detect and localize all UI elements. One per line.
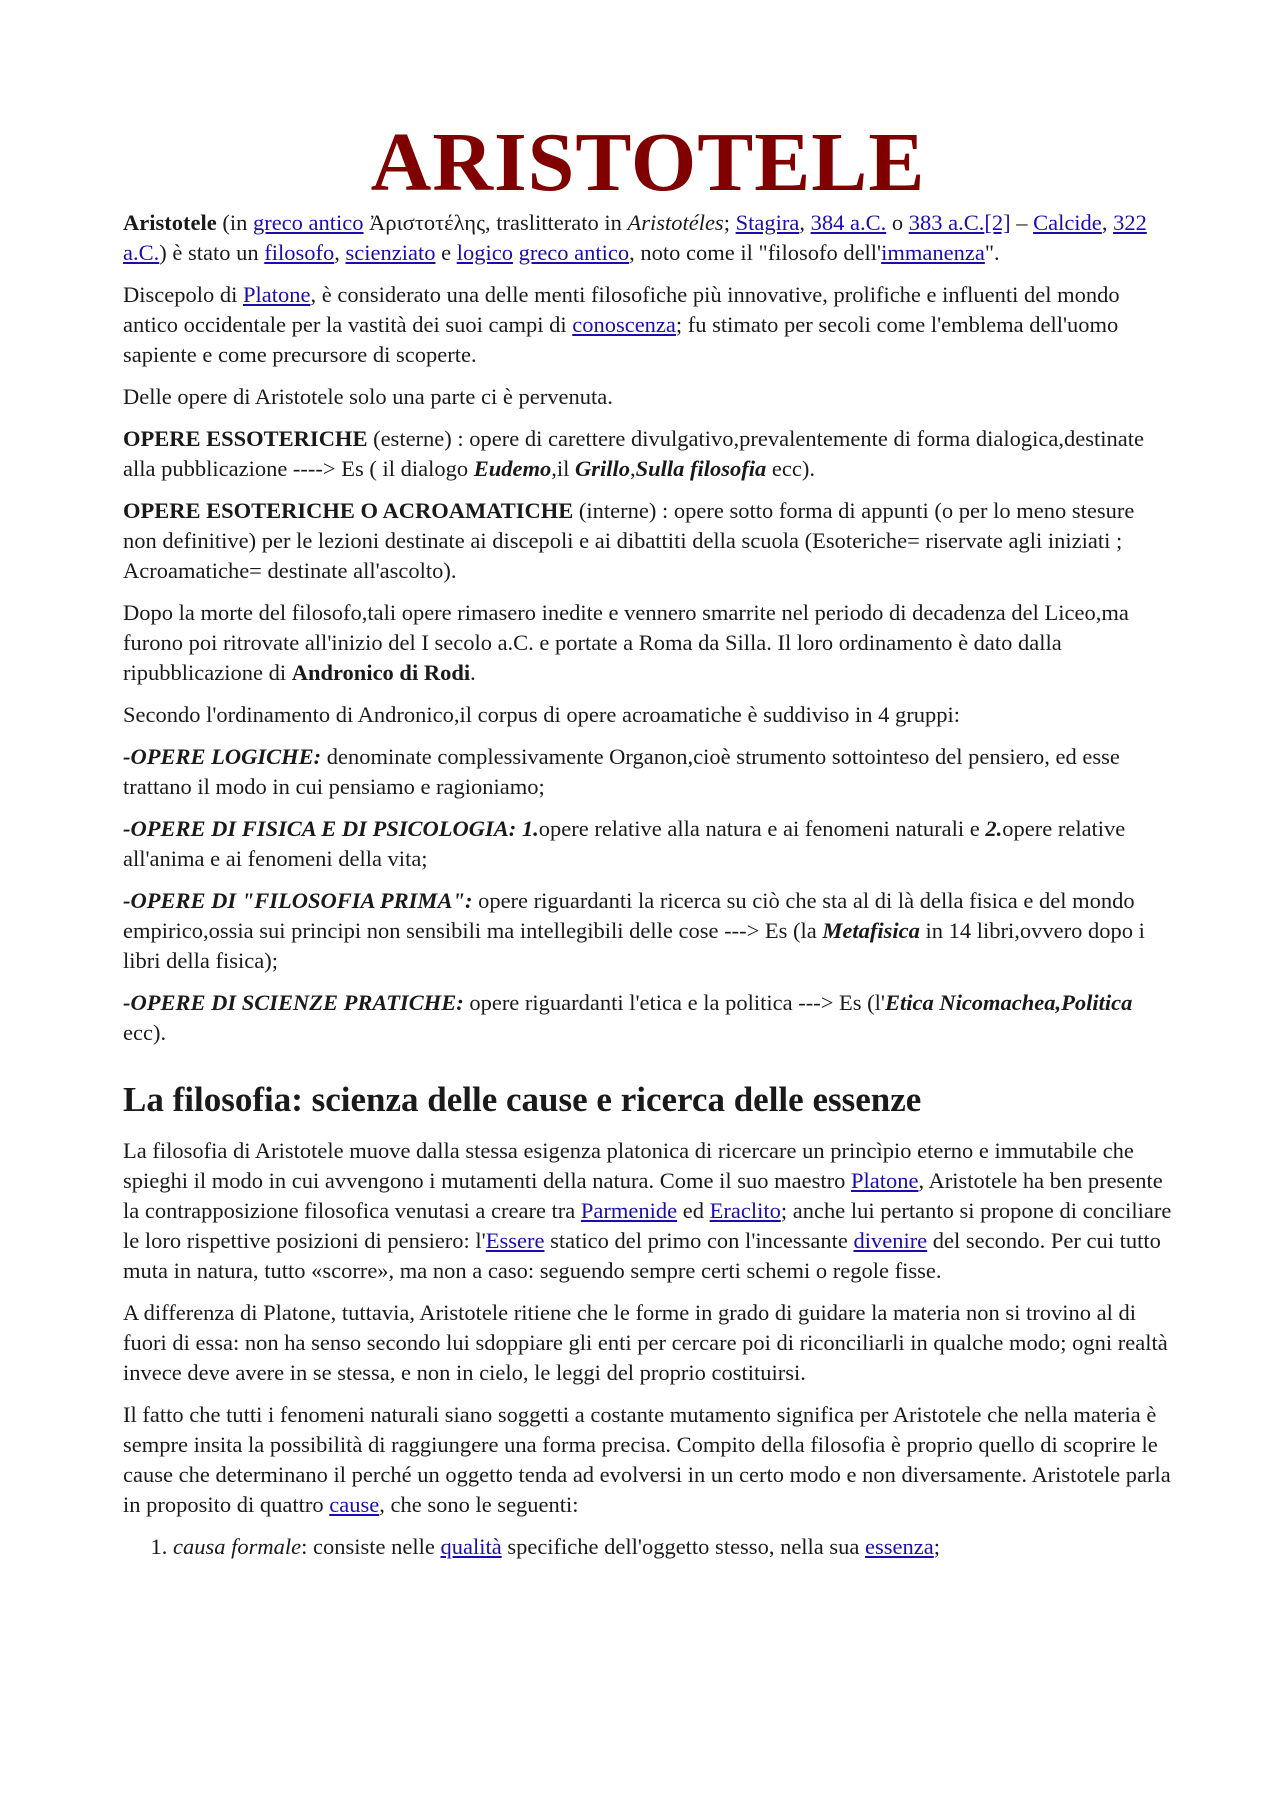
section-title: La filosofia: scienza delle cause e ricerca delle essenze [123, 1080, 922, 1119]
document-page [123, 118, 1173, 1570]
paragraph-scienze-pratiche: -OPERE DI SCIENZE PRATICHE: opere riguardanti l'etica e la politica ---> Es (l'Etica Nicomachea,Politica ecc). [123, 990, 1133, 1045]
paragraph-platone: Discepolo di Platone, è considerato una delle menti filosofiche più innovative, prolifiche e influenti del mondo antico occidentale per la vastità dei suoi campi di conoscenza; fu stimato per secoli come l'emblema dell'uomo sapiente e come precursore di scoperte. [123, 282, 1120, 367]
link-eraclito[interactable]: Eraclito [709, 1198, 781, 1223]
link-322-ac[interactable]: 322 a.C. [123, 210, 1147, 265]
paragraph-opere-fisica: -OPERE DI FISICA E DI PSICOLOGIA: 1.opere relative alla natura e ai fenomeni naturali e 2.opere relative all'anima e ai fenomeni della vita; [123, 816, 1126, 871]
link-conoscenza[interactable]: conoscenza [572, 312, 676, 337]
link-greco-antico-2[interactable]: greco antico [518, 240, 630, 265]
link-qualita[interactable]: qualità [440, 1534, 502, 1559]
paragraph-filosofia-aristotele: La filosofia di Aristotele muove dalla stessa esigenza platonica di ricercare un princìpio eterno e immutabile che spieghi il modo in cui avvengono i mutamenti della natura. Come il suo maestro Platone, Aristotele ha ben presente la contrapposizione filosofica venutasi a creare tra Parmenide ed Eraclito; anche lui pertanto si propone di conciliare le loro rispettive posizioni di pensiero: l'Essere statico del primo con l'incessante divenire del secondo. Per cui tutto muta in natura, tutto «scorre», ma non a caso: seguendo sempre certi schemi o regole fisse. [123, 1138, 1172, 1283]
link-scienziato[interactable]: scienziato [345, 240, 436, 265]
link-stagira[interactable]: Stagira [735, 210, 800, 235]
causes-list [123, 1532, 1173, 1562]
footnote-link-2[interactable]: [2] [984, 210, 1011, 235]
link-filosofo[interactable]: filosofo [264, 240, 335, 265]
link-immanenza[interactable]: immanenza [881, 240, 985, 265]
link-calcide[interactable]: Calcide [1033, 210, 1102, 235]
link-essere[interactable]: Essere [485, 1228, 545, 1253]
paragraph-differenza-platone: A differenza di Platone, tuttavia, Aristotele ritiene che le forme in grado di guidare la materia non si trovino al di fuori di essa: non ha senso secondo lui sdoppiare gli enti per cercare poi di riconciliarli in qualche modo; ogni realtà invece deve avere in se stessa, e non in cielo, le leggi del proprio costituirsi. [123, 1300, 1168, 1385]
link-384-ac[interactable]: 384 a.C. [810, 210, 887, 235]
paragraph-opere-logiche: -OPERE LOGICHE: denominate complessivamente Organon,cioè strumento sottointeso del pensiero, ed esse trattano il modo in cui pensiamo e ragioniamo; [123, 744, 1120, 799]
list-item: 1. causa formale: consiste nelle qualità specifiche dell'oggetto stesso, nella sua essenza; [173, 1532, 1173, 1562]
paragraph-ordinamento: Secondo l'ordinamento di Andronico,il corpus di opere acroamatiche è suddiviso in 4 gruppi: [123, 702, 960, 727]
intro-paragraph: Aristotele (in greco antico Ἀριστοτέλης, traslitterato in Aristotéles; Stagira, 384 a.C. o 383 a.C.[2] – Calcide, 322 a.C.) è stato un filosofo, scienziato e logico greco antico, noto come il "filosofo dell'immanenza". [123, 210, 1147, 265]
paragraph-essoteriche: OPERE ESSOTERICHE (esterne) : opere di carettere divulgativo,prevalentemente di forma dialogica,destinate alla pubblicazione ----> Es ( il dialogo Eudemo,il Grillo,Sulla filosofia ecc). [123, 426, 1144, 481]
link-divenire[interactable]: divenire [853, 1228, 928, 1253]
link-cause[interactable]: cause [329, 1492, 380, 1517]
paragraph-filosofia-prima: -OPERE DI "FILOSOFIA PRIMA": opere riguardanti la ricerca su ciò che sta al di là della fisica e del mondo empirico,ossia sui principi non sensibili ma intellegibili delle cose ---> Es (la Metafisica in 14 libri,ovvero dopo i libri della fisica); [123, 888, 1145, 973]
bold-text: Aristotele [123, 210, 217, 235]
link-parmenide[interactable]: Parmenide [580, 1198, 678, 1223]
paragraph-opere: Delle opere di Aristotele solo una parte ci è pervenuta. [123, 384, 613, 409]
paragraph-cause: Il fatto che tutti i fenomeni naturali siano soggetti a costante mutamento significa per Aristotele che nella materia è sempre insita la possibilità di raggiungere una forma precisa. Compito della filosofia è proprio quello di scoprire le cause che determinano il perché un oggetto tenda ad evolversi in un certo modo e non diversamente. Aristotele parla in proposito di quattro cause, che sono le seguenti: [123, 1402, 1171, 1517]
link-logico[interactable]: logico [456, 240, 513, 265]
paragraph-esoteriche: OPERE ESOTERICHE O ACROAMATICHE (interne) : opere sotto forma di appunti (o per lo meno stesure non definitive) per le lezioni destinate ai discepoli e ai dibattiti della scuola (Esoteriche= riservate agli iniziati ; Acroamatiche= destinate all'ascolto). [123, 498, 1135, 583]
link-platone[interactable]: Platone [242, 282, 311, 307]
paragraph-andronico: Dopo la morte del filosofo,tali opere rimasero inedite e vennero smarrite nel periodo di decadenza del Liceo,ma furono poi ritrovate all'inizio del I secolo a.C. e portate a Roma da Silla. Il loro ordinamento è dato dalla ripubblicazione di Andronico di Rodi. [123, 600, 1129, 685]
link-383-ac[interactable]: 383 a.C. [908, 210, 985, 235]
link-platone-2[interactable]: Platone [851, 1168, 919, 1193]
page-title: ARISTOTELE [370, 116, 926, 209]
link-greco-antico[interactable]: greco antico [252, 210, 364, 235]
link-essenza[interactable]: essenza [865, 1534, 934, 1559]
